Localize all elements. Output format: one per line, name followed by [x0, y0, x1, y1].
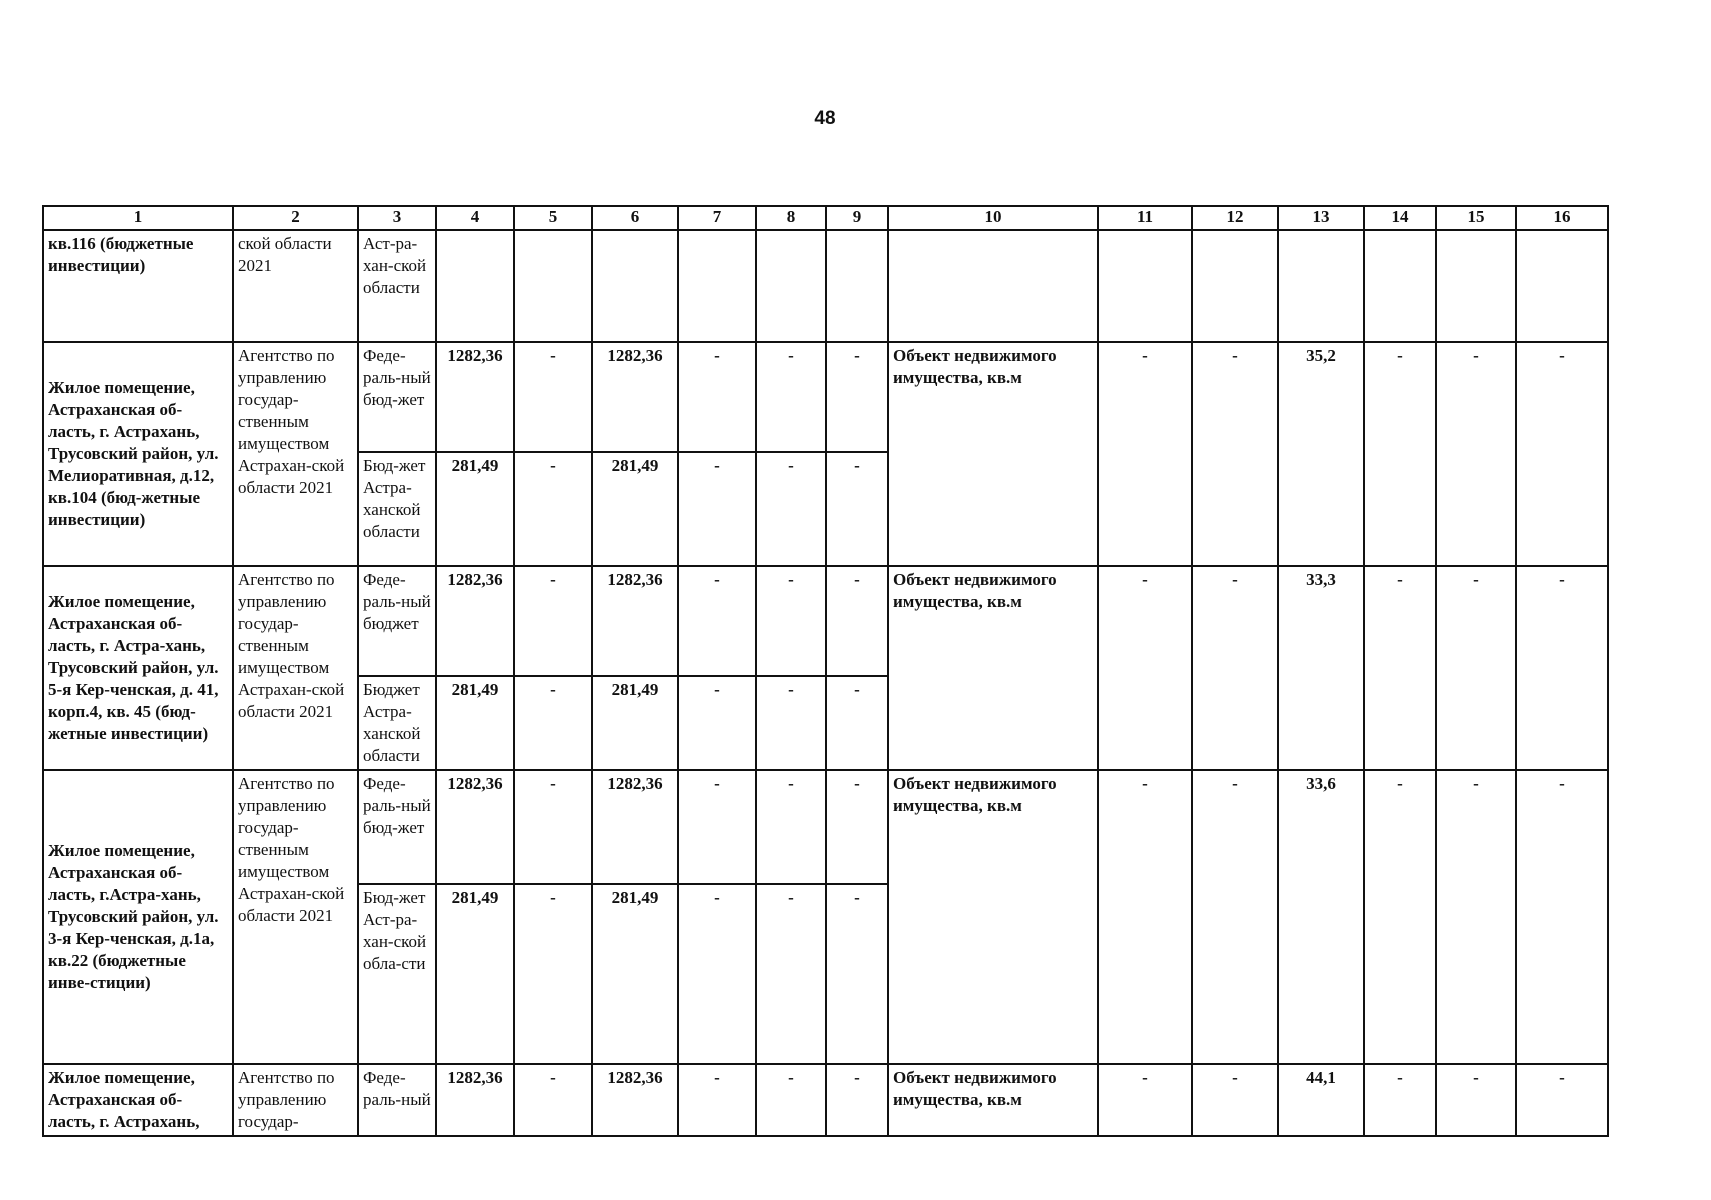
- amount-cell: 281,49: [436, 676, 514, 770]
- table-cell: [1516, 230, 1608, 342]
- table-row: [43, 770, 1608, 884]
- table-cell: -: [1192, 566, 1278, 770]
- table-cell: -: [678, 884, 756, 1064]
- table-cell: -: [678, 770, 756, 884]
- object-cell: кв.116 (бюджетные инвестиции): [43, 230, 233, 342]
- budget-source-cell: Феде-раль-ный бюд-жет: [358, 770, 436, 884]
- amount-cell: 1282,36: [436, 770, 514, 884]
- investment-table: [42, 205, 1609, 1137]
- table-cell: -: [514, 676, 592, 770]
- area-cell: 33,3: [1278, 566, 1364, 770]
- table-cell: -: [1436, 566, 1516, 770]
- table-cell: -: [678, 452, 756, 566]
- result-cell: Объект недвижимого имущества, кв.м: [888, 770, 1098, 1064]
- table-cell: -: [756, 770, 826, 884]
- table-cell: -: [756, 342, 826, 452]
- col-header: 2: [233, 206, 358, 230]
- table-cell: [436, 230, 514, 342]
- table-cell: -: [1516, 1064, 1608, 1136]
- agency-cell: ской области 2021: [233, 230, 358, 342]
- amount-cell: 1282,36: [592, 566, 678, 676]
- table-cell: [1364, 230, 1436, 342]
- table-cell: [1436, 230, 1516, 342]
- amount-cell: 1282,36: [436, 342, 514, 452]
- table-cell: -: [756, 1064, 826, 1136]
- table-cell: -: [678, 676, 756, 770]
- table-cell: [888, 230, 1098, 342]
- table-cell: [1098, 230, 1192, 342]
- table-cell: -: [1436, 770, 1516, 1064]
- col-header: 4: [436, 206, 514, 230]
- page-number: 48: [814, 108, 836, 129]
- col-header: 7: [678, 206, 756, 230]
- table-cell: [592, 230, 678, 342]
- table-cell: -: [1192, 770, 1278, 1064]
- budget-source-cell: Феде-раль-ный бюд-жет: [358, 342, 436, 452]
- table-cell: -: [1364, 342, 1436, 566]
- agency-cell: Агентство по управлению государ-: [233, 1064, 358, 1136]
- table-cell: [678, 230, 756, 342]
- amount-cell: 281,49: [592, 676, 678, 770]
- amount-cell: 1282,36: [592, 1064, 678, 1136]
- table-row: [43, 1064, 1608, 1136]
- table-cell: -: [678, 342, 756, 452]
- table-cell: -: [514, 770, 592, 884]
- col-header: 3: [358, 206, 436, 230]
- table-row: [43, 230, 1608, 342]
- col-header: 11: [1098, 206, 1192, 230]
- result-cell: Объект недвижимого имущества, кв.м: [888, 1064, 1098, 1136]
- table-cell: -: [756, 452, 826, 566]
- table-cell: -: [514, 566, 592, 676]
- amount-cell: 1282,36: [436, 1064, 514, 1136]
- table-cell: -: [1436, 342, 1516, 566]
- col-header: 12: [1192, 206, 1278, 230]
- table-cell: -: [1098, 770, 1192, 1064]
- table-cell: -: [826, 884, 888, 1064]
- table-cell: -: [826, 342, 888, 452]
- amount-cell: 1282,36: [592, 342, 678, 452]
- object-cell: Жилое помещение, Астраханская об-ласть, г. Астрахань, Трусовский район, ул. Мелиоративная, д.12, кв.104 (бюд-жетные инвестиции): [43, 342, 233, 566]
- col-header: 5: [514, 206, 592, 230]
- table-cell: -: [1364, 770, 1436, 1064]
- table-cell: -: [1436, 1064, 1516, 1136]
- table-cell: [1278, 230, 1364, 342]
- table-cell: -: [756, 884, 826, 1064]
- table-cell: -: [1192, 1064, 1278, 1136]
- table-cell: -: [678, 566, 756, 676]
- result-cell: Объект недвижимого имущества, кв.м: [888, 566, 1098, 770]
- table-cell: -: [826, 676, 888, 770]
- table-cell: -: [1098, 342, 1192, 566]
- table-cell: -: [1098, 566, 1192, 770]
- object-cell: Жилое помещение, Астраханская об-ласть, г. Астра-хань, Трусовский район, ул. 5-я Кер-ченская, д. 41, корп.4, кв. 45 (бюд-жетные инвестиции): [43, 566, 233, 770]
- amount-cell: 281,49: [592, 884, 678, 1064]
- object-cell: Жилое помещение, Астраханская об-ласть, г.Астра-хань, Трусовский район, ул. 3-я Кер-ченская, д.1а, кв.22 (бюджетные инве-стиции): [43, 770, 233, 1064]
- budget-source-cell: Бюд-жет Астра-ханской области: [358, 452, 436, 566]
- col-header: 9: [826, 206, 888, 230]
- col-header: 8: [756, 206, 826, 230]
- budget-source-cell: Бюд-жет Аст-ра-хан-ской обла-сти: [358, 884, 436, 1064]
- table-cell: -: [1516, 342, 1608, 566]
- table-cell: -: [826, 566, 888, 676]
- amount-cell: 281,49: [436, 884, 514, 1064]
- header-row: [43, 206, 1608, 230]
- col-header: 14: [1364, 206, 1436, 230]
- result-cell: Объект недвижимого имущества, кв.м: [888, 342, 1098, 566]
- budget-source-cell: Бюджет Астра-ханской области: [358, 676, 436, 770]
- table-cell: -: [1364, 566, 1436, 770]
- budget-source-cell: Феде-раль-ный бюджет: [358, 566, 436, 676]
- amount-cell: 1282,36: [436, 566, 514, 676]
- table-cell: -: [1098, 1064, 1192, 1136]
- table-cell: [756, 230, 826, 342]
- table-cell: [1192, 230, 1278, 342]
- col-header: 1: [43, 206, 233, 230]
- table-cell: [826, 230, 888, 342]
- table-cell: -: [826, 452, 888, 566]
- table-cell: -: [1364, 1064, 1436, 1136]
- table-cell: -: [756, 676, 826, 770]
- amount-cell: 281,49: [592, 452, 678, 566]
- table-cell: -: [826, 770, 888, 884]
- area-cell: 33,6: [1278, 770, 1364, 1064]
- col-header: 15: [1436, 206, 1516, 230]
- area-cell: 35,2: [1278, 342, 1364, 566]
- budget-source-cell: Аст-ра-хан-ской области: [358, 230, 436, 342]
- agency-cell: Агентство по управлению государ-ственным имуществом Астрахан-ской области 2021: [233, 342, 358, 566]
- table-cell: -: [756, 566, 826, 676]
- col-header: 6: [592, 206, 678, 230]
- table-cell: -: [826, 1064, 888, 1136]
- col-header: 16: [1516, 206, 1608, 230]
- table-cell: -: [1516, 770, 1608, 1064]
- table-cell: -: [1192, 342, 1278, 566]
- amount-cell: 281,49: [436, 452, 514, 566]
- table-cell: -: [514, 452, 592, 566]
- budget-source-cell: Феде-раль-ный: [358, 1064, 436, 1136]
- col-header: 10: [888, 206, 1098, 230]
- table-cell: -: [514, 884, 592, 1064]
- agency-cell: Агентство по управлению государ-ственным имуществом Астрахан-ской области 2021: [233, 770, 358, 1064]
- amount-cell: 1282,36: [592, 770, 678, 884]
- agency-cell: Агентство по управлению государ-ственным имуществом Астрахан-ской области 2021: [233, 566, 358, 770]
- table-cell: -: [514, 1064, 592, 1136]
- object-cell: Жилое помещение, Астраханская об-ласть, г. Астрахань,: [43, 1064, 233, 1136]
- col-header: 13: [1278, 206, 1364, 230]
- area-cell: 44,1: [1278, 1064, 1364, 1136]
- table-row: [43, 566, 1608, 676]
- table-cell: -: [1516, 566, 1608, 770]
- table-row: [43, 342, 1608, 452]
- table-cell: -: [514, 342, 592, 452]
- table-cell: [514, 230, 592, 342]
- table-cell: -: [678, 1064, 756, 1136]
